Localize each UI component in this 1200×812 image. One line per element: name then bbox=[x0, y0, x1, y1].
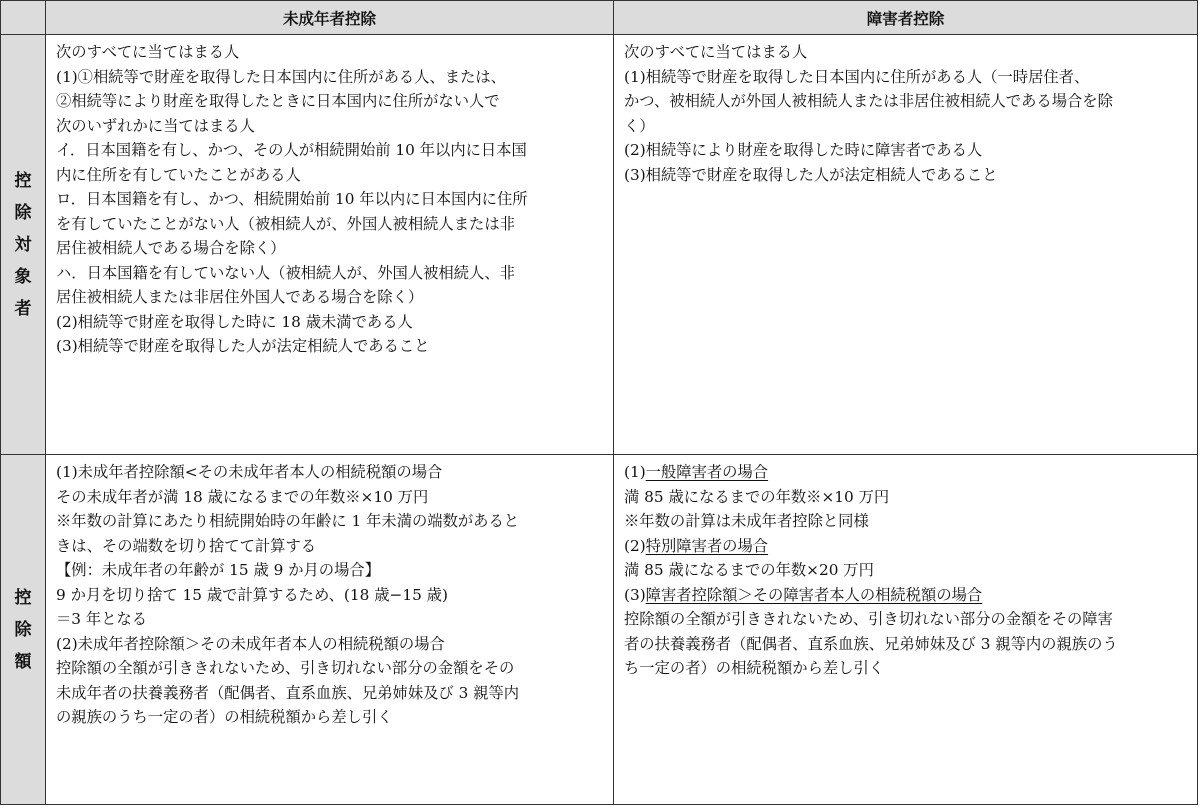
row-label-char: 象 bbox=[14, 266, 32, 287]
row-label-eligible-persons bbox=[1, 35, 46, 455]
header-disabled-deduction: 障害者控除 bbox=[614, 1, 1198, 35]
excess-heading bbox=[624, 583, 1187, 608]
special-disabled-formula: 満 85 歳になるまでの年数×20 万円 bbox=[624, 561, 874, 579]
text-line: 控除額の全額が引ききれないため、引き切れない部分の金額をその bbox=[56, 659, 515, 677]
text-line: ち一定の者）の相続税額から差し引く bbox=[624, 659, 885, 677]
text-line: 控除額の全額が引ききれないため、引き切れない部分の金額をその障害 bbox=[624, 610, 1113, 628]
text-line: 次のすべてに当てはまる人 bbox=[624, 43, 808, 61]
text-line: の親族のうち一定の者）の相続税額から差し引く bbox=[56, 708, 393, 726]
text-line: ハ．日本国籍を有していない人（被相続人が、外国人被相続人、非 bbox=[56, 263, 515, 282]
row-eligible-persons bbox=[1, 35, 1198, 455]
text-line: 居住被相続人である場合を除く） bbox=[56, 239, 286, 257]
row-label-char: 控 bbox=[14, 587, 32, 608]
text-line: (3)相続等で財産を取得した人が法定相続人であること bbox=[624, 165, 998, 184]
text-line: く） bbox=[624, 116, 655, 135]
minor-eligibility-cell bbox=[46, 35, 614, 455]
row-label-char: 額 bbox=[14, 651, 32, 672]
text-line: (2)未成年者控除額＞その未成年者本人の相続税額の場合 bbox=[56, 634, 445, 653]
text-line: 未成年者の扶養義務者（配偶者、直系血族、兄弟姉妹及び 3 親等内 bbox=[56, 683, 520, 702]
text-line: (3)相続等で財産を取得した人が法定相続人であること bbox=[56, 337, 430, 355]
text-line: 内に住所を有していたことがある人 bbox=[56, 165, 301, 184]
item-number: (3) bbox=[624, 585, 646, 604]
general-disabled-heading bbox=[624, 460, 1187, 485]
text-line: きは、その端数を切り捨てて計算する bbox=[56, 536, 317, 555]
special-disabled-heading bbox=[624, 534, 1187, 559]
text-line: 居住被相続人または非居住外国人である場合を除く） bbox=[56, 288, 424, 306]
text-line: ②相続等により財産を取得したときに日本国内に住所がない人で bbox=[56, 92, 500, 110]
row-label-deduction-amount bbox=[1, 455, 46, 805]
text-line: イ．日本国籍を有し、かつ、その人が相続開始前 10 年以内に日本国 bbox=[56, 141, 527, 159]
header-minor-deduction: 未成年者控除 bbox=[46, 1, 614, 35]
row-label-char: 除 bbox=[14, 202, 32, 223]
item-number: (1) bbox=[624, 463, 646, 481]
item-number: (2) bbox=[624, 536, 646, 555]
general-disabled-note: ※年数の計算は未成年者控除と同様 bbox=[624, 512, 869, 530]
row-label-char: 対 bbox=[14, 234, 32, 255]
text-line: を有していたことがない人（被相続人が、外国人被相続人または非 bbox=[56, 214, 515, 233]
general-disabled-formula: 満 85 歳になるまでの年数※×10 万円 bbox=[624, 487, 890, 506]
text-line: 次のすべてに当てはまる人 bbox=[56, 43, 240, 61]
row-label-char: 除 bbox=[14, 619, 32, 640]
text-line: 者の扶養義務者（配偶者、直系血族、兄弟姉妹及び 3 親等内の親族のう bbox=[624, 634, 1118, 653]
text-line: (2)相続等で財産を取得した時に 18 歳未満である人 bbox=[56, 312, 413, 331]
special-disabled-title: 特別障害者の場合 bbox=[645, 536, 769, 555]
text-line: 9 か月を切り捨て 15 歳で計算するため、(18 歳−15 歳) bbox=[56, 585, 448, 604]
general-disabled-title: 一般障害者の場合 bbox=[645, 463, 769, 481]
text-line: ロ．日本国籍を有し、かつ、相続開始前 10 年以内に日本国内に住所 bbox=[56, 190, 528, 208]
corner-cell bbox=[1, 1, 46, 35]
text-line: (1)①相続等で財産を取得した日本国内に住所がある人、または、 bbox=[56, 67, 506, 86]
text-line: ※年数の計算にあたり相続開始時の年齢に 1 年未満の端数があると bbox=[56, 512, 520, 530]
text-line: (2)相続等により財産を取得した時に障害者である人 bbox=[624, 141, 983, 159]
disabled-eligibility-cell bbox=[614, 35, 1198, 455]
text-line: 次のいずれかに当てはまる人 bbox=[56, 116, 255, 135]
minor-amount-cell bbox=[46, 455, 614, 805]
text-line: (1)未成年者控除額<その未成年者本人の相続税額の場合 bbox=[56, 463, 443, 481]
text-line: かつ、被相続人が外国人被相続人または非居住被相続人である場合を除 bbox=[624, 92, 1113, 110]
text-line: (1)相続等で財産を取得した日本国内に住所がある人（一時居住者、 bbox=[624, 67, 1090, 86]
row-label-char: 者 bbox=[14, 298, 32, 319]
text-line: その未成年者が満 18 歳になるまでの年数※×10 万円 bbox=[56, 487, 429, 506]
excess-title: 障害者控除額＞その障害者本人の相続税額の場合 bbox=[645, 585, 983, 604]
row-label-char: 控 bbox=[14, 170, 32, 191]
disabled-amount-cell bbox=[614, 455, 1198, 805]
header-row bbox=[1, 1, 1198, 35]
row-deduction-amount bbox=[1, 455, 1198, 805]
text-line: 【例：未成年者の年齢が 15 歳 9 か月の場合】 bbox=[56, 561, 380, 579]
text-line: ＝3 年となる bbox=[56, 610, 148, 628]
